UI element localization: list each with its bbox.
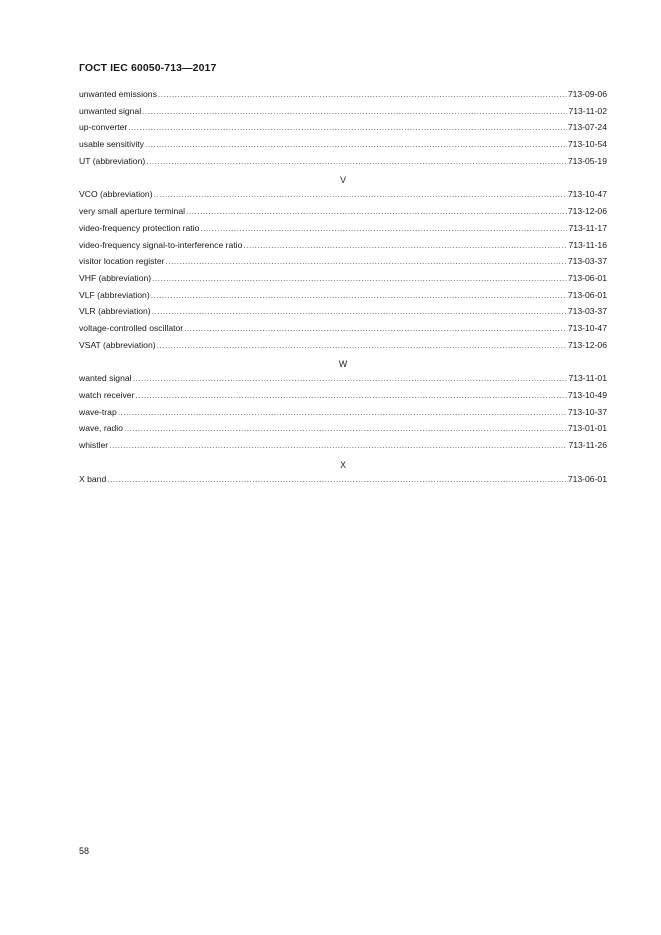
- index-entry: [79, 156, 607, 173]
- index-term: VLF (abbreviation): [79, 289, 150, 300]
- index-reference-number: 713-03-37: [567, 256, 607, 267]
- index-entry: [79, 89, 607, 106]
- index-term: wave-trap: [79, 406, 117, 417]
- dot-leader: [158, 89, 567, 99]
- dot-leader: [107, 474, 567, 484]
- dot-leader: [142, 106, 567, 116]
- index-term: unwanted signal: [79, 105, 142, 116]
- index-entry: [79, 306, 607, 323]
- index-reference-number: 713-10-49: [567, 390, 607, 400]
- index-entry: [79, 340, 607, 357]
- index-entry: [79, 407, 607, 424]
- index-entry: [79, 139, 607, 156]
- index-entry: [79, 106, 607, 123]
- index-entry: [79, 189, 607, 206]
- index-term: VSAT (abbreviation): [79, 339, 156, 350]
- dot-leader: [128, 122, 567, 132]
- dot-leader: [200, 223, 567, 233]
- index-reference-number: 713-06-01: [567, 272, 607, 283]
- index-term: wave, radio: [79, 423, 123, 434]
- page-number: 58: [79, 846, 90, 856]
- index-entry: [79, 474, 607, 491]
- page-header-title: ГОСТ IEC 60050-713—2017: [79, 62, 217, 74]
- index-term: up-converter: [79, 122, 128, 133]
- index-term: unwanted emissions: [79, 89, 157, 99]
- dot-leader: [154, 189, 567, 199]
- index-reference-number: 713-12-06: [567, 206, 607, 217]
- index-entry: [79, 390, 607, 407]
- dot-leader: [135, 390, 566, 400]
- alphabetical-index: [79, 89, 607, 490]
- index-term: X band: [79, 473, 107, 484]
- index-term: wanted signal: [79, 373, 132, 384]
- index-term: whistler: [79, 440, 109, 451]
- dot-leader: [166, 256, 567, 266]
- index-letter-heading: W: [338, 359, 348, 370]
- index-entry: [79, 273, 607, 290]
- index-entry: [79, 323, 607, 340]
- index-entry: [79, 240, 607, 257]
- index-entry: [79, 223, 607, 240]
- index-term: very small aperture terminal: [79, 206, 186, 217]
- index-term: watch receiver: [79, 390, 135, 400]
- index-reference-number: 713-12-06: [567, 339, 607, 350]
- index-term: voltage-controlled oscillator: [79, 322, 184, 333]
- index-entry: [79, 423, 607, 440]
- index-entry: [79, 122, 607, 139]
- dot-leader: [184, 323, 567, 333]
- index-reference-number: 713-11-02: [568, 105, 607, 116]
- index-entry: [79, 256, 607, 273]
- index-term: video-frequency signal-to-interference ratio: [79, 239, 243, 250]
- index-entry: [79, 290, 607, 307]
- dot-leader: [151, 290, 567, 300]
- index-reference-number: 713-11-01: [568, 373, 607, 384]
- dot-leader: [145, 139, 567, 149]
- dot-leader: [133, 373, 568, 383]
- dot-leader: [146, 156, 567, 166]
- dot-leader: [118, 407, 567, 417]
- index-term: VLR (abbreviation): [79, 306, 151, 317]
- index-term: VCO (abbreviation): [79, 189, 153, 200]
- dot-leader: [152, 306, 567, 316]
- index-term: UT (abbreviation): [79, 155, 146, 166]
- index-entry: [79, 373, 607, 390]
- index-letter-heading: X: [340, 459, 346, 470]
- index-reference-number: 713-10-47: [567, 189, 607, 200]
- index-reference-number: 713-11-16: [568, 239, 607, 250]
- index-reference-number: 713-07-24: [567, 122, 607, 133]
- index-reference-number: 713-10-47: [567, 322, 607, 333]
- index-entry: [79, 206, 607, 223]
- dot-leader: [157, 340, 567, 350]
- dot-leader: [109, 440, 567, 450]
- index-reference-number: 713-05-19: [567, 155, 607, 166]
- index-reference-number: 713-03-37: [567, 306, 607, 317]
- index-letter-heading: V: [340, 175, 346, 186]
- index-reference-number: 713-10-54: [567, 139, 607, 150]
- index-reference-number: 713-11-26: [568, 440, 607, 451]
- dot-leader: [243, 240, 567, 250]
- index-term: VHF (abbreviation): [79, 272, 152, 283]
- index-reference-number: 713-09-06: [567, 89, 607, 99]
- index-term: video-frequency protection ratio: [79, 222, 200, 233]
- dot-leader: [124, 423, 567, 433]
- index-reference-number: 713-10-37: [567, 406, 607, 417]
- index-reference-number: 713-01-01: [567, 423, 607, 434]
- dot-leader: [152, 273, 567, 283]
- dot-leader: [186, 206, 567, 216]
- index-reference-number: 713-11-17: [568, 222, 607, 233]
- index-term: visitor location register: [79, 256, 165, 267]
- index-entry: [79, 440, 607, 457]
- index-reference-number: 713-06-01: [567, 473, 607, 484]
- index-term: usable sensitivity: [79, 139, 144, 150]
- index-reference-number: 713-06-01: [567, 289, 607, 300]
